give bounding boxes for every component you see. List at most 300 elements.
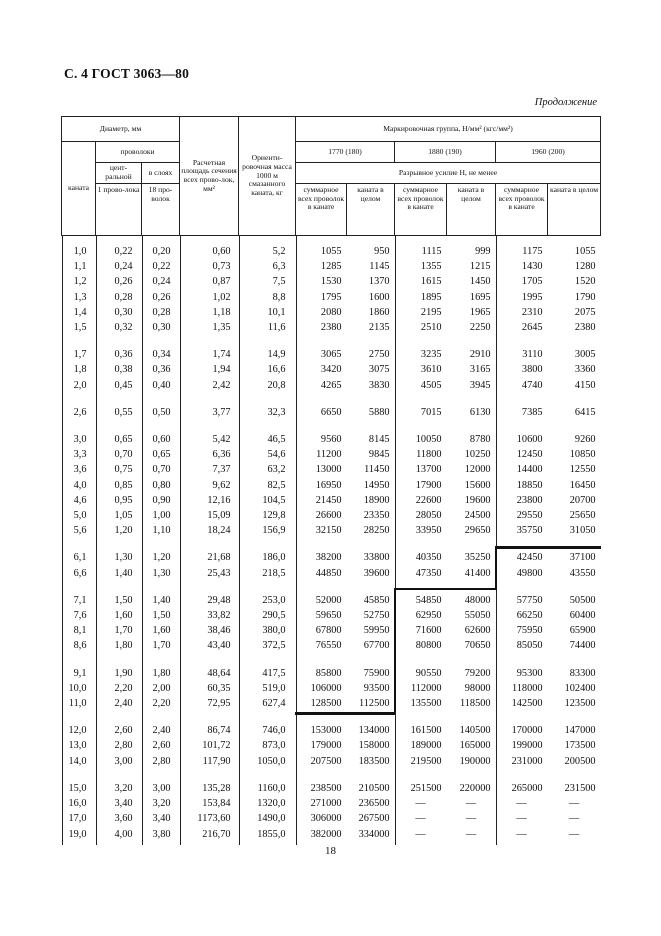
table-cell: 49800 xyxy=(516,567,543,579)
table-cell: 190000 xyxy=(459,755,491,767)
table-cell: 1,70 xyxy=(114,625,133,637)
table-cell: 7,1 xyxy=(73,594,87,606)
table-cell: 3,40 xyxy=(152,813,171,825)
table-cell: 21,68 xyxy=(207,552,231,564)
table-cell: 85050 xyxy=(516,640,543,652)
table-cell: 189000 xyxy=(410,740,442,752)
table-cell: 1285 xyxy=(320,261,342,273)
table-cell: 1790 xyxy=(574,291,596,303)
table-cell: 8145 xyxy=(368,434,390,446)
table-cell: 135,28 xyxy=(202,782,231,794)
table-cell: 1450 xyxy=(469,276,491,288)
table-cell: 2910 xyxy=(469,349,491,361)
table-cell: 0,73 xyxy=(212,261,231,273)
table-cell: 50500 xyxy=(569,594,596,606)
table-cell: 0,85 xyxy=(114,479,133,491)
table-cell: 210500 xyxy=(358,782,390,794)
table-cell: 15,09 xyxy=(207,510,231,522)
table-cell: 1115 xyxy=(421,246,442,257)
table-cell: 16,0 xyxy=(68,798,87,810)
table-cell: 0,55 xyxy=(114,406,133,418)
table-cell: 23800 xyxy=(516,494,543,506)
table-cell: 86,74 xyxy=(207,725,231,737)
table-cell: 2,40 xyxy=(114,698,133,710)
table-cell: 44850 xyxy=(315,567,342,579)
table-cell: 1995 xyxy=(521,291,543,303)
table-cell: 70650 xyxy=(464,640,491,652)
table-cell: 5880 xyxy=(368,406,390,418)
table-cell: 76550 xyxy=(315,640,342,652)
table-cell: 950 xyxy=(374,246,390,257)
table-cell: 3,60 xyxy=(114,813,133,825)
table-cell: 7015 xyxy=(420,406,442,418)
column-rule xyxy=(296,236,297,845)
table-cell: — xyxy=(568,813,580,825)
table-cell: 118500 xyxy=(460,698,491,710)
table-cell: 62950 xyxy=(415,610,442,622)
table-cell: 165000 xyxy=(459,740,491,752)
page-number: 18 xyxy=(325,845,336,857)
table-cell: 380,0 xyxy=(262,625,286,637)
table-cell: 13000 xyxy=(315,464,342,476)
table-cell: 290,5 xyxy=(262,610,286,622)
table-cell: 0,90 xyxy=(152,494,171,506)
table-cell: 12,0 xyxy=(68,725,87,737)
table-cell: 3075 xyxy=(368,364,390,376)
table-cell: 334000 xyxy=(358,828,390,840)
table-cell: 1,30 xyxy=(114,552,133,564)
table-cell: — xyxy=(415,813,426,825)
table-cell: 1173,60 xyxy=(197,813,231,825)
table-cell: 19,0 xyxy=(68,828,87,840)
table-cell: 118000 xyxy=(512,682,543,694)
table-cell: 1965 xyxy=(469,306,491,318)
table-cell: 85800 xyxy=(315,667,342,679)
table-cell: 1,30 xyxy=(152,567,171,579)
table-cell: 1,18 xyxy=(212,306,231,318)
table-cell: 60400 xyxy=(569,610,596,622)
table-cell: 1520 xyxy=(574,276,596,288)
table-cell: 38,46 xyxy=(207,625,231,637)
table-cell: 4740 xyxy=(521,379,543,391)
table-cell: 52000 xyxy=(315,594,342,606)
table-cell: 8,1 xyxy=(73,625,87,637)
table-cell: 45850 xyxy=(363,594,390,606)
table-cell: 251500 xyxy=(410,782,442,794)
table-cell: 67800 xyxy=(315,625,342,637)
table-cell: 1,3 xyxy=(73,291,87,303)
table-cell: 231500 xyxy=(564,782,596,794)
in-layers-header: в слоях xyxy=(142,163,180,184)
table-cell: 1530 xyxy=(320,276,342,288)
table-cell: 2080 xyxy=(320,306,342,318)
table-cell: 7,6 xyxy=(73,610,87,622)
table-cell: 1,00 xyxy=(152,510,171,522)
table-cell: 3,3 xyxy=(73,449,87,461)
table-cell: 95300 xyxy=(516,667,543,679)
table-cell: 0,28 xyxy=(152,306,171,318)
table-cell: 267500 xyxy=(358,813,390,825)
table-cell: 66250 xyxy=(516,610,543,622)
table-cell: 2645 xyxy=(521,322,543,334)
table-cell: 6,6 xyxy=(73,567,87,579)
table-cell: 10050 xyxy=(415,434,442,446)
table-cell: 3830 xyxy=(368,379,390,391)
table-cell: 0,45 xyxy=(114,379,133,391)
table-cell: 1,20 xyxy=(152,552,171,564)
table-cell: 2,00 xyxy=(152,682,171,694)
table-cell: 1175 xyxy=(522,246,543,257)
table-cell: 1,40 xyxy=(152,594,171,606)
table-cell: 4,00 xyxy=(114,828,133,840)
table-cell: 7,5 xyxy=(272,276,286,288)
table-cell: 129,8 xyxy=(262,510,286,522)
table-cell: 0,60 xyxy=(212,246,231,257)
table-cell: 0,34 xyxy=(152,349,171,361)
table-cell: 25,43 xyxy=(207,567,231,579)
table-cell: 1,60 xyxy=(114,610,133,622)
table-cell: 147000 xyxy=(564,725,596,737)
table-cell: 1,8 xyxy=(73,364,87,376)
table-cell: 200500 xyxy=(564,755,596,767)
table-cell: 186,0 xyxy=(262,552,286,564)
one-wire-header: 1 прово-лока xyxy=(96,184,142,236)
table-cell: 9260 xyxy=(574,434,596,446)
table-cell: 62600 xyxy=(464,625,491,637)
table-cell: 12,16 xyxy=(207,494,231,506)
table-cell: 8780 xyxy=(469,434,491,446)
mass-header: Ориенти-ровочная масса 1000 м смазанного каната, кг xyxy=(239,117,296,236)
table-cell: 1430 xyxy=(521,261,543,273)
table-cell: 2135 xyxy=(368,322,390,334)
table-cell: 1855,0 xyxy=(257,828,286,840)
table-cell: 0,75 xyxy=(114,464,133,476)
table-cell: 29,48 xyxy=(207,594,231,606)
table-cell: 0,65 xyxy=(152,449,171,461)
table-cell: 0,36 xyxy=(152,364,171,376)
table-cell: 31050 xyxy=(569,525,596,537)
table-cell: 6,3 xyxy=(272,261,286,273)
table-cell: 1705 xyxy=(521,276,543,288)
table-cell: 32150 xyxy=(315,525,342,537)
table-cell: 2,80 xyxy=(114,740,133,752)
table-cell: 90550 xyxy=(415,667,442,679)
table-cell: 0,70 xyxy=(152,464,171,476)
table-cell: — xyxy=(465,813,477,825)
table-cell: 135500 xyxy=(410,698,442,710)
table-cell: 1,74 xyxy=(212,349,231,361)
table-cell: 5,2 xyxy=(272,246,286,257)
table-cell: 1,90 xyxy=(114,667,133,679)
table-cell: 0,38 xyxy=(114,364,133,376)
table-cell: 2,42 xyxy=(212,379,231,391)
table-cell: 2380 xyxy=(320,322,342,334)
table-cell: 112500 xyxy=(359,698,390,710)
table-cell: 11800 xyxy=(416,449,442,461)
table-cell: — xyxy=(568,828,580,840)
table-cell: 39600 xyxy=(363,567,390,579)
table-cell: 3610 xyxy=(420,364,442,376)
sum-wires-header-1770: суммарное всех проволок в канате xyxy=(296,184,347,236)
table-cell: 627,4 xyxy=(262,698,286,710)
table-cell: 4150 xyxy=(574,379,596,391)
rope-whole-header-1770: каната в целом xyxy=(347,184,395,236)
table-cell: 3,6 xyxy=(73,464,87,476)
table-cell: 71600 xyxy=(415,625,442,637)
table-cell: 231000 xyxy=(511,755,543,767)
table-cell: 43550 xyxy=(569,567,596,579)
table-cell: 2,20 xyxy=(114,682,133,694)
table-cell: 15600 xyxy=(464,479,491,491)
table-cell: 1370 xyxy=(368,276,390,288)
table-cell: 14,9 xyxy=(267,349,286,361)
table-cell: 3110 xyxy=(522,349,543,361)
table-cell: 170000 xyxy=(511,725,543,737)
grade-1960-header: 1960 (200) xyxy=(496,142,601,163)
table-cell: 4,6 xyxy=(73,494,87,506)
table-cell: 153000 xyxy=(310,725,342,737)
table-cell: 2510 xyxy=(420,322,442,334)
table-cell: 41400 xyxy=(464,567,491,579)
table-cell: 28250 xyxy=(363,525,390,537)
table-cell: 98000 xyxy=(464,682,491,694)
table-cell: 179000 xyxy=(310,740,342,752)
table-cell: 18900 xyxy=(363,494,390,506)
table-cell: 3,20 xyxy=(114,782,133,794)
breaking-force-header: Разрывное усилие Н, не менее xyxy=(296,163,601,184)
table-cell: 4265 xyxy=(320,379,342,391)
table-cell: 16450 xyxy=(569,479,596,491)
table-cell: 102400 xyxy=(564,682,596,694)
table-cell: 873,0 xyxy=(262,740,286,752)
continued-label: Продолжение xyxy=(534,97,597,108)
table-cell: 10850 xyxy=(569,449,596,461)
table-cell: 6130 xyxy=(469,406,491,418)
table-cell: 75950 xyxy=(516,625,543,637)
boundary-rule xyxy=(394,588,496,590)
table-cell: 2,20 xyxy=(152,698,171,710)
table-cell: 74400 xyxy=(569,640,596,652)
table-cell: 79200 xyxy=(464,667,491,679)
table-cell: 42450 xyxy=(516,552,543,564)
table-cell: 12550 xyxy=(569,464,596,476)
table-cell: 0,50 xyxy=(152,406,171,418)
boundary-rule xyxy=(295,712,395,714)
table-cell: 123500 xyxy=(564,698,596,710)
table-cell: 1,80 xyxy=(114,640,133,652)
table-cell: 11,0 xyxy=(68,698,87,710)
column-rule xyxy=(142,236,143,845)
grade-1880-header: 1880 (190) xyxy=(395,142,496,163)
table-cell: 519,0 xyxy=(262,682,286,694)
table-cell: 38200 xyxy=(315,552,342,564)
table-cell: 6,1 xyxy=(73,552,87,564)
table-cell: 4,0 xyxy=(73,479,87,491)
table-cell: 8,6 xyxy=(73,640,87,652)
table-cell: 3,77 xyxy=(212,406,231,418)
table-cell: 0,32 xyxy=(114,322,133,334)
table-cell: 382000 xyxy=(310,828,342,840)
table-cell: 104,5 xyxy=(262,494,286,506)
column-rule xyxy=(239,236,240,845)
table-cell: 10,0 xyxy=(68,682,87,694)
column-rule xyxy=(62,236,63,845)
table-cell: 112000 xyxy=(411,682,442,694)
column-rule xyxy=(180,236,181,845)
table-cell: 33950 xyxy=(415,525,442,537)
table-cell: 52750 xyxy=(363,610,390,622)
table-cell: 46,5 xyxy=(267,434,286,446)
table-cell: 0,30 xyxy=(152,322,171,334)
table-cell: 14,0 xyxy=(68,755,87,767)
table-cell: 1215 xyxy=(469,261,491,273)
table-cell: 106000 xyxy=(310,682,342,694)
table-cell: 47350 xyxy=(415,567,442,579)
table-cell: — xyxy=(415,828,426,840)
table-cell: 1,60 xyxy=(152,625,171,637)
table-cell: 1,2 xyxy=(73,276,87,288)
table-cell: 220000 xyxy=(459,782,491,794)
table-cell: 3945 xyxy=(469,379,491,391)
table-cell: 0,26 xyxy=(152,291,171,303)
table-cell: 1,0 xyxy=(73,246,87,257)
table-cell: 2250 xyxy=(469,322,491,334)
table-head xyxy=(62,117,601,236)
table-cell: 0,40 xyxy=(152,379,171,391)
table-cell: 11,6 xyxy=(267,322,286,334)
table-cell: 3005 xyxy=(574,349,596,361)
table-cell: 14950 xyxy=(363,479,390,491)
table-cell: 1320,0 xyxy=(257,798,286,810)
table-cell: 1,1 xyxy=(73,261,87,273)
sum-wires-header-1880: суммарное всех проволок в канате xyxy=(395,184,447,236)
table-cell: 3,80 xyxy=(152,828,171,840)
table-cell: 7,37 xyxy=(212,464,231,476)
rope-header: каната xyxy=(62,142,96,236)
table-cell: 25650 xyxy=(569,510,596,522)
table-cell: 83300 xyxy=(569,667,596,679)
table-cell: — xyxy=(465,828,477,840)
table-cell: 5,0 xyxy=(73,510,87,522)
table-cell: 0,30 xyxy=(114,306,133,318)
table-cell: 0,22 xyxy=(114,246,133,257)
table-cell: 48,64 xyxy=(207,667,231,679)
table-cell: 1,40 xyxy=(114,567,133,579)
page-header: С. 4 ГОСТ 3063—80 xyxy=(64,66,190,81)
table-cell: 17900 xyxy=(415,479,442,491)
table-cell: 0,28 xyxy=(114,291,133,303)
table-cell: 746,0 xyxy=(262,725,286,737)
table-cell: 75900 xyxy=(363,667,390,679)
sum-wires-header-1960: суммарное всех проволок в канате xyxy=(496,184,548,236)
table-cell: 15,0 xyxy=(68,782,87,794)
table-cell: 18,24 xyxy=(207,525,231,537)
table-cell: 3235 xyxy=(420,349,442,361)
table-cell: 1860 xyxy=(368,306,390,318)
column-rule xyxy=(496,236,497,845)
table-cell: 101,72 xyxy=(202,740,231,752)
table-cell: 4505 xyxy=(420,379,442,391)
table-cell: 14400 xyxy=(516,464,543,476)
table-cell: — xyxy=(568,798,580,810)
table-cell: 59650 xyxy=(315,610,342,622)
table-cell: 5,6 xyxy=(73,525,87,537)
table-cell: 18850 xyxy=(516,479,543,491)
table-cell: 117,90 xyxy=(202,755,231,767)
grade-group-header: Маркировочная группа, Н/мм² (кгс/мм²) xyxy=(296,117,601,142)
table-cell: 35250 xyxy=(464,552,491,564)
table-cell: 10,1 xyxy=(267,306,286,318)
table-cell: 1280 xyxy=(574,261,596,273)
table-cell: 16,6 xyxy=(267,364,286,376)
table-cell: 1,50 xyxy=(152,610,171,622)
table-cell: 22600 xyxy=(415,494,442,506)
table-cell: 216,70 xyxy=(202,828,231,840)
table-cell: 35750 xyxy=(516,525,543,537)
boundary-rule xyxy=(495,546,601,548)
table-cell: 29550 xyxy=(516,510,543,522)
wire-header: проволоки xyxy=(96,142,180,163)
table-cell: 63,2 xyxy=(267,464,286,476)
table-cell: 3165 xyxy=(469,364,491,376)
table-cell: 93500 xyxy=(363,682,390,694)
table-cell: 2310 xyxy=(521,306,543,318)
table-cell: 12000 xyxy=(464,464,491,476)
table-cell: 3420 xyxy=(320,364,342,376)
table-cell: 5,42 xyxy=(212,434,231,446)
table-cell: 24500 xyxy=(464,510,491,522)
table-cell: 1895 xyxy=(420,291,442,303)
table-cell: 13,0 xyxy=(68,740,87,752)
table-cell: — xyxy=(516,828,527,840)
table-cell: 0,60 xyxy=(152,434,171,446)
table-cell: 2,80 xyxy=(152,755,171,767)
table-cell: 153,84 xyxy=(202,798,231,810)
table-cell: 1,70 xyxy=(152,640,171,652)
table-cell: 156,9 xyxy=(262,525,286,537)
table-cell: 1615 xyxy=(420,276,442,288)
central-wire-header: цент-ральной xyxy=(96,163,142,184)
table-cell: 8,8 xyxy=(272,291,286,303)
table-cell: 9560 xyxy=(320,434,342,446)
table-cell: 2,60 xyxy=(152,740,171,752)
table-cell: 21450 xyxy=(315,494,342,506)
rope-whole-header-1880: каната в целом xyxy=(447,184,496,236)
table-cell: 158000 xyxy=(358,740,390,752)
table-cell: 161500 xyxy=(410,725,442,737)
table-cell: 1,7 xyxy=(73,349,87,361)
table-cell: 60,35 xyxy=(207,682,231,694)
rope-whole-header-1960: каната в целом xyxy=(548,184,601,236)
table-cell: 65900 xyxy=(569,625,596,637)
table-cell: — xyxy=(465,798,477,810)
table-cell: 1,4 xyxy=(73,306,87,318)
table-cell: 2,40 xyxy=(152,725,171,737)
table-cell: 10600 xyxy=(516,434,543,446)
eighteen-wires-header: 18 про-волок xyxy=(142,184,180,236)
table-cell: 72,95 xyxy=(207,698,231,710)
table-cell: 17,0 xyxy=(68,813,87,825)
diameter-header: Диаметр, мм xyxy=(62,117,180,142)
table-cell: 372,5 xyxy=(262,640,286,652)
table-cell: 3,00 xyxy=(152,782,171,794)
table-cell: 1,10 xyxy=(152,525,171,537)
table-cell: 29650 xyxy=(464,525,491,537)
table-cell: 32,3 xyxy=(267,406,286,418)
table-cell: 26600 xyxy=(315,510,342,522)
table-cell: 0,22 xyxy=(152,261,171,273)
table-cell: 2075 xyxy=(574,306,596,318)
